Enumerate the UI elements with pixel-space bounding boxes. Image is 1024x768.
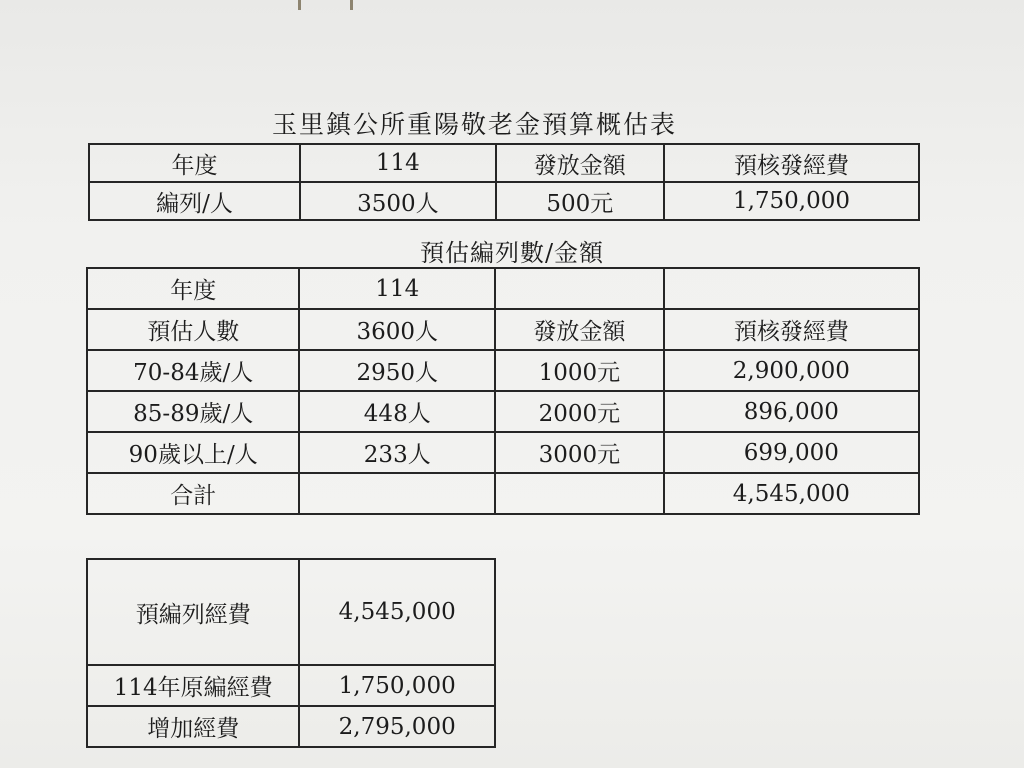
table-cell: 114 — [300, 144, 496, 182]
table-row — [89, 182, 919, 220]
table-cell: 年度 — [87, 268, 299, 309]
table-cell: 1,750,000 — [664, 182, 919, 220]
table-cell: 114 — [299, 268, 495, 309]
table-row — [87, 309, 919, 350]
table-cell: 年度 — [89, 144, 300, 182]
table-row — [87, 391, 919, 432]
document-title: 玉里鎮公所重陽敬老金預算概估表 — [272, 110, 678, 139]
table-cell — [299, 473, 495, 514]
table-cell: 預編列經費 — [87, 559, 299, 665]
table-cell: 114年原編經費 — [87, 665, 299, 706]
table-row — [87, 350, 919, 391]
table-cell: 233人 — [299, 432, 495, 473]
table-cell: 500元 — [496, 182, 664, 220]
table-cell: 1000元 — [495, 350, 664, 391]
binder-clip — [350, 0, 353, 10]
table-cell: 90歲以上/人 — [87, 432, 299, 473]
table-cell: 4,545,000 — [299, 559, 495, 665]
table-cell: 1,750,000 — [299, 665, 495, 706]
table-cell: 預核發經費 — [664, 309, 919, 350]
table-cell: 4,545,000 — [664, 473, 919, 514]
table-cell: 預核發經費 — [664, 144, 919, 182]
table-cell: 85-89歲/人 — [87, 391, 299, 432]
table-cell: 896,000 — [664, 391, 919, 432]
table-row — [87, 706, 495, 747]
table-cell — [664, 268, 919, 309]
table-cell: 448人 — [299, 391, 495, 432]
table-row — [87, 268, 919, 309]
table-cell: 預估人數 — [87, 309, 299, 350]
table-row — [87, 665, 495, 706]
budget-increase-table — [86, 558, 496, 748]
table-cell: 2950人 — [299, 350, 495, 391]
table-cell: 3000元 — [495, 432, 664, 473]
table-cell: 發放金額 — [495, 309, 664, 350]
binder-clip — [298, 0, 301, 10]
table-cell: 2000元 — [495, 391, 664, 432]
table-cell: 增加經費 — [87, 706, 299, 747]
table-cell: 2,900,000 — [664, 350, 919, 391]
table-cell: 70-84歲/人 — [87, 350, 299, 391]
table-cell: 699,000 — [664, 432, 919, 473]
table-cell — [495, 473, 664, 514]
table-cell: 發放金額 — [496, 144, 664, 182]
section-subtitle: 預估編列數/金額 — [419, 239, 605, 267]
table-row — [87, 559, 495, 665]
table-row — [89, 144, 919, 182]
table-cell: 編列/人 — [89, 182, 300, 220]
table-cell: 3600人 — [299, 309, 495, 350]
table-cell: 2,795,000 — [299, 706, 495, 747]
table-row — [87, 473, 919, 514]
budget-summary-table — [88, 143, 920, 221]
table-cell — [495, 268, 664, 309]
estimate-table — [86, 267, 920, 515]
table-row — [87, 432, 919, 473]
table-cell: 合計 — [87, 473, 299, 514]
table-cell: 3500人 — [300, 182, 496, 220]
